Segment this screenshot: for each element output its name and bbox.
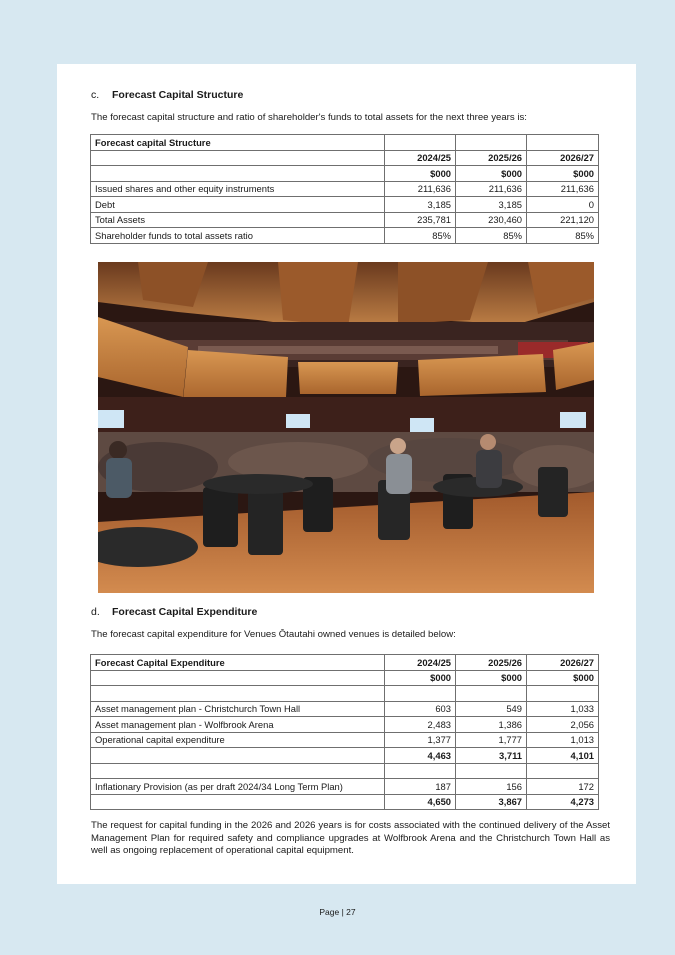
cell-value: 211,636 — [527, 181, 599, 197]
row-label: Issued shares and other equity instruments — [91, 181, 385, 197]
total-value: 3,867 — [456, 794, 527, 810]
cell-value: 1,033 — [527, 701, 599, 717]
section-d-heading — [91, 606, 257, 618]
cell-value: 0 — [527, 197, 599, 213]
unit-header: $000 — [385, 670, 456, 686]
table-row — [91, 150, 599, 166]
unit-header: $000 — [527, 670, 599, 686]
row-label: Asset management plan - Wolfbrook Arena — [91, 717, 385, 733]
section-c-heading — [91, 89, 243, 101]
total-value: 4,273 — [527, 794, 599, 810]
subtotal-value: 3,711 — [456, 748, 527, 764]
total-value: 4,650 — [385, 794, 456, 810]
cell-value: 187 — [385, 779, 456, 795]
cell-value: 221,120 — [527, 212, 599, 228]
cell-value: 3,185 — [456, 197, 527, 213]
table-row — [91, 135, 599, 151]
table-row — [91, 197, 599, 213]
cell-value: 85% — [527, 228, 599, 244]
capital-expenditure-table — [90, 654, 599, 810]
cell-value: 3,185 — [385, 197, 456, 213]
table-row — [91, 166, 599, 182]
table-row — [91, 763, 599, 779]
section-c-title: Forecast Capital Structure — [112, 89, 244, 101]
section-d-title: Forecast Capital Expenditure — [112, 606, 258, 618]
section-c-number: c. — [91, 89, 100, 101]
cell-value: 230,460 — [456, 212, 527, 228]
cell-value: 603 — [385, 701, 456, 717]
table-row — [91, 670, 599, 686]
unit-header: $000 — [456, 166, 527, 182]
table-row — [91, 181, 599, 197]
cell-value: 1,386 — [456, 717, 527, 733]
year-header: 2024/25 — [385, 150, 456, 166]
table-title: Forecast capital Structure — [91, 135, 385, 151]
cell-value: 1,377 — [385, 732, 456, 748]
cell-value: 2,483 — [385, 717, 456, 733]
event-photo — [98, 262, 594, 593]
table-row — [91, 732, 599, 748]
table-row — [91, 212, 599, 228]
row-label: Shareholder funds to total assets ratio — [91, 228, 385, 244]
subtotal-value: 4,101 — [527, 748, 599, 764]
cell-value: 172 — [527, 779, 599, 795]
table-row — [91, 717, 599, 733]
unit-header: $000 — [527, 166, 599, 182]
table-row — [91, 794, 599, 810]
cell-value: 1,777 — [456, 732, 527, 748]
cell-value: 211,636 — [456, 181, 527, 197]
unit-header: $000 — [385, 166, 456, 182]
table-title: Forecast Capital Expenditure — [91, 655, 385, 671]
unit-header: $000 — [456, 670, 527, 686]
table-row — [91, 748, 599, 764]
table-row — [91, 701, 599, 717]
cell-value: 156 — [456, 779, 527, 795]
cell-value: 1,013 — [527, 732, 599, 748]
cell-value: 549 — [456, 701, 527, 717]
closing-paragraph: The request for capital funding in the 2026 and 2026 years is for costs associated with the continued delivery of the Asset Management Plan for required safety and compliance upgrades at Wolfbrook Arena and the Christchurch Town Hall as well as ongoing replacement of operational capital equipment. — [91, 820, 610, 856]
table-row — [91, 228, 599, 244]
year-header: 2025/26 — [456, 150, 527, 166]
year-header: 2024/25 — [385, 655, 456, 671]
cell-value: 85% — [385, 228, 456, 244]
page-number: Page | 27 — [319, 907, 356, 917]
section-c-intro: The forecast capital structure and ratio of shareholder's funds to total assets for the next three years is: — [91, 112, 527, 123]
table-row — [91, 655, 599, 671]
row-label: Total Assets — [91, 212, 385, 228]
row-label: Inflationary Provision (as per draft 2024/34 Long Term Plan) — [91, 779, 385, 795]
year-header: 2026/27 — [527, 655, 599, 671]
cell-value: 235,781 — [385, 212, 456, 228]
cell-value: 85% — [456, 228, 527, 244]
year-header: 2026/27 — [527, 150, 599, 166]
document-page — [57, 64, 636, 884]
section-d-number: d. — [91, 606, 100, 618]
cell-value: 211,636 — [385, 181, 456, 197]
capital-structure-table — [90, 134, 599, 244]
row-label: Debt — [91, 197, 385, 213]
cell-value: 2,056 — [527, 717, 599, 733]
subtotal-value: 4,463 — [385, 748, 456, 764]
row-label: Asset management plan - Christchurch Town Hall — [91, 701, 385, 717]
row-label: Operational capital expenditure — [91, 732, 385, 748]
section-d-intro: The forecast capital expenditure for Venues Ōtautahi owned venues is detailed below: — [91, 629, 456, 640]
table-row — [91, 779, 599, 795]
year-header: 2025/26 — [456, 655, 527, 671]
table-row — [91, 686, 599, 702]
